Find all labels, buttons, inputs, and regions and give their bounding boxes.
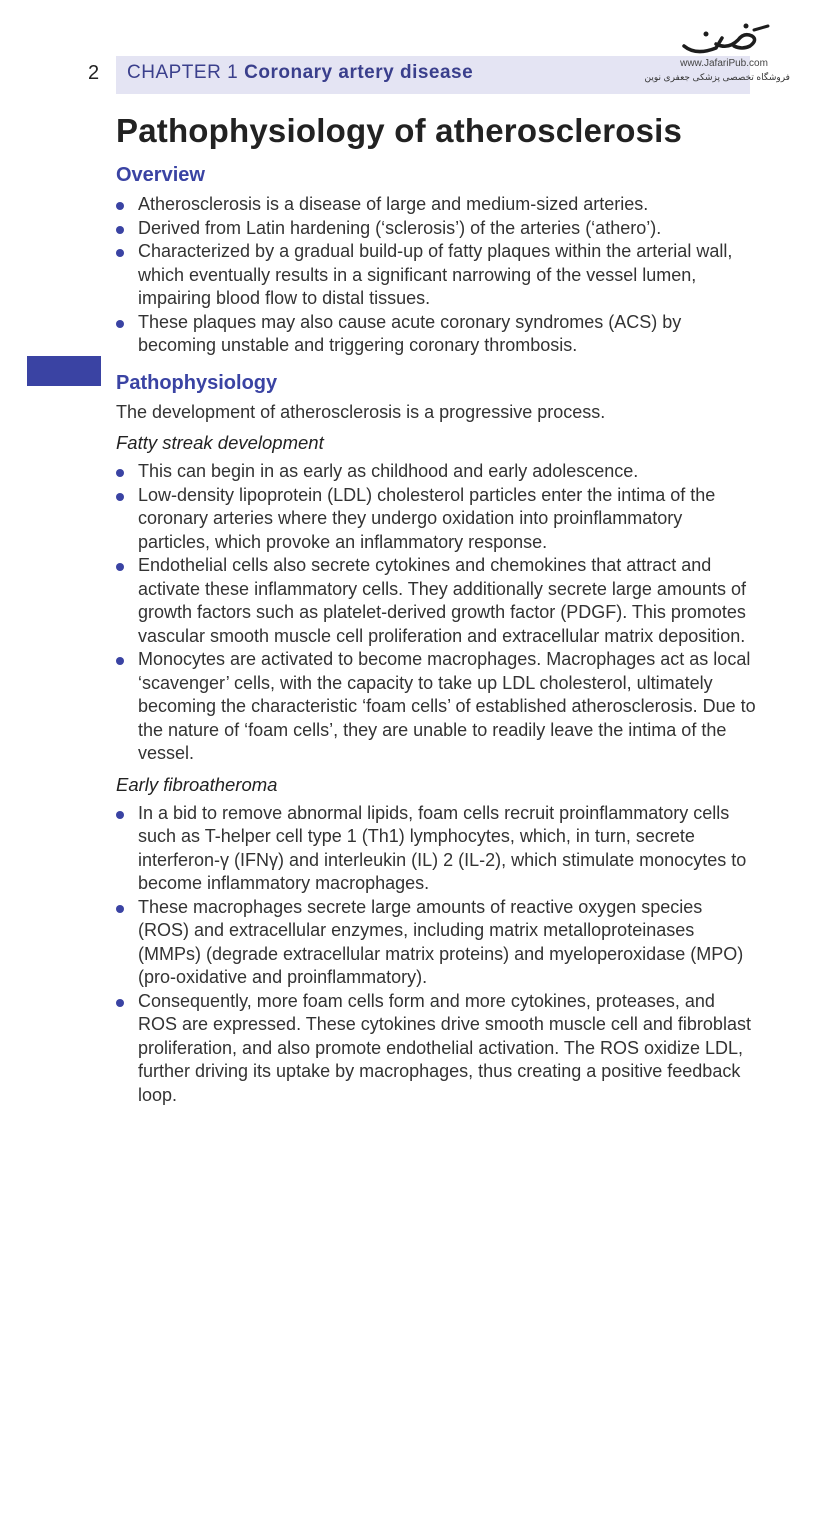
section-heading-overview: Overview (116, 164, 205, 186)
publisher-tagline: فروشگاه تخصصی پزشکی جعفری نوین (644, 72, 790, 82)
list-item: Consequently, more foam cells form and more cytokines, proteases, and ROS are expressed. These cytokines drive smooth muscle cell and fibroblast proliferation, and also promote endothelial activation. The ROS oxidize LDL, further driving its uptake by macrophages, thus creating a positive feedback loop. (116, 990, 756, 1108)
early-fibroatheroma-list (116, 802, 756, 1108)
subheading-early-fibroatheroma: Early fibroatheroma (116, 773, 278, 795)
list-item: Low-density lipoprotein (LDL) cholesterol particles enter the intima of the coronary arteries where they undergo oxidation into proinflammatory particles, which provoke an inflammatory response. (116, 484, 756, 555)
page-title: Pathophysiology of atherosclerosis (116, 112, 683, 149)
publisher-logo-icon (676, 20, 772, 60)
page-number: 2 (88, 62, 100, 84)
list-item: Atherosclerosis is a disease of large and medium-sized arteries. (116, 193, 756, 217)
list-item: These plaques may also cause acute coronary syndromes (ACS) by becoming unstable and triggering coronary thrombosis. (116, 311, 756, 358)
overview-list (116, 193, 756, 358)
chapter-header (127, 62, 473, 84)
publisher-logo (644, 20, 790, 98)
list-item: Monocytes are activated to become macrophages. Macrophages act as local ‘scavenger’ cells, with the capacity to take up LDL cholesterol, ultimately becoming the characteristic ‘foam cells’ of established atherosclerosis. Due to the nature of ‘foam cells’, they are unable to readily leave the intima of the vessel. (116, 648, 756, 766)
pathophysiology-intro: The development of atherosclerosis is a progressive process. (116, 401, 606, 422)
section-heading-pathophysiology: Pathophysiology (116, 371, 278, 394)
list-item: These macrophages secrete large amounts of reactive oxygen species (ROS) and extracellular enzymes, including matrix metalloproteinases (MMPs) (degrade extracellular matrix proteins) and myeloperoxidase (MPO) (pro-oxidative and proinflammatory). (116, 896, 756, 990)
chapter-title: Coronary artery disease (244, 62, 474, 83)
list-item: Endothelial cells also secrete cytokines and chemokines that attract and activate these inflammatory cells. They additionally secrete large amounts of growth factors such as platelet-derived growth factor (PDGF). This promotes vascular smooth muscle cell proliferation and extracellular matrix deposition. (116, 554, 756, 648)
subheading-fatty-streak: Fatty streak development (116, 432, 324, 453)
list-item: In a bid to remove abnormal lipids, foam cells recruit proinflammatory cells such as T-helper cell type 1 (Th1) lymphocytes, which, in turn, secrete interferon-γ (IFNγ) and interleukin (IL) 2 (IL-2), which stimulate monocytes to become inflammatory macrophages. (116, 802, 756, 896)
chapter-thumb-tab (27, 356, 101, 386)
page-content (116, 112, 756, 1107)
publisher-url: www.JafariPub.com (680, 58, 768, 69)
list-item: Characterized by a gradual build-up of fatty plaques within the arterial wall, which eventually results in a significant narrowing of the vessel lumen, impairing blood flow to distal tissues. (116, 240, 756, 311)
list-item: This can begin in as early as childhood and early adolescence. (116, 460, 756, 484)
chapter-number: CHAPTER 1 (127, 62, 239, 83)
list-item: Derived from Latin hardening (‘sclerosis’) of the arteries (‘athero’). (116, 217, 756, 241)
fatty-streak-list (116, 460, 756, 766)
